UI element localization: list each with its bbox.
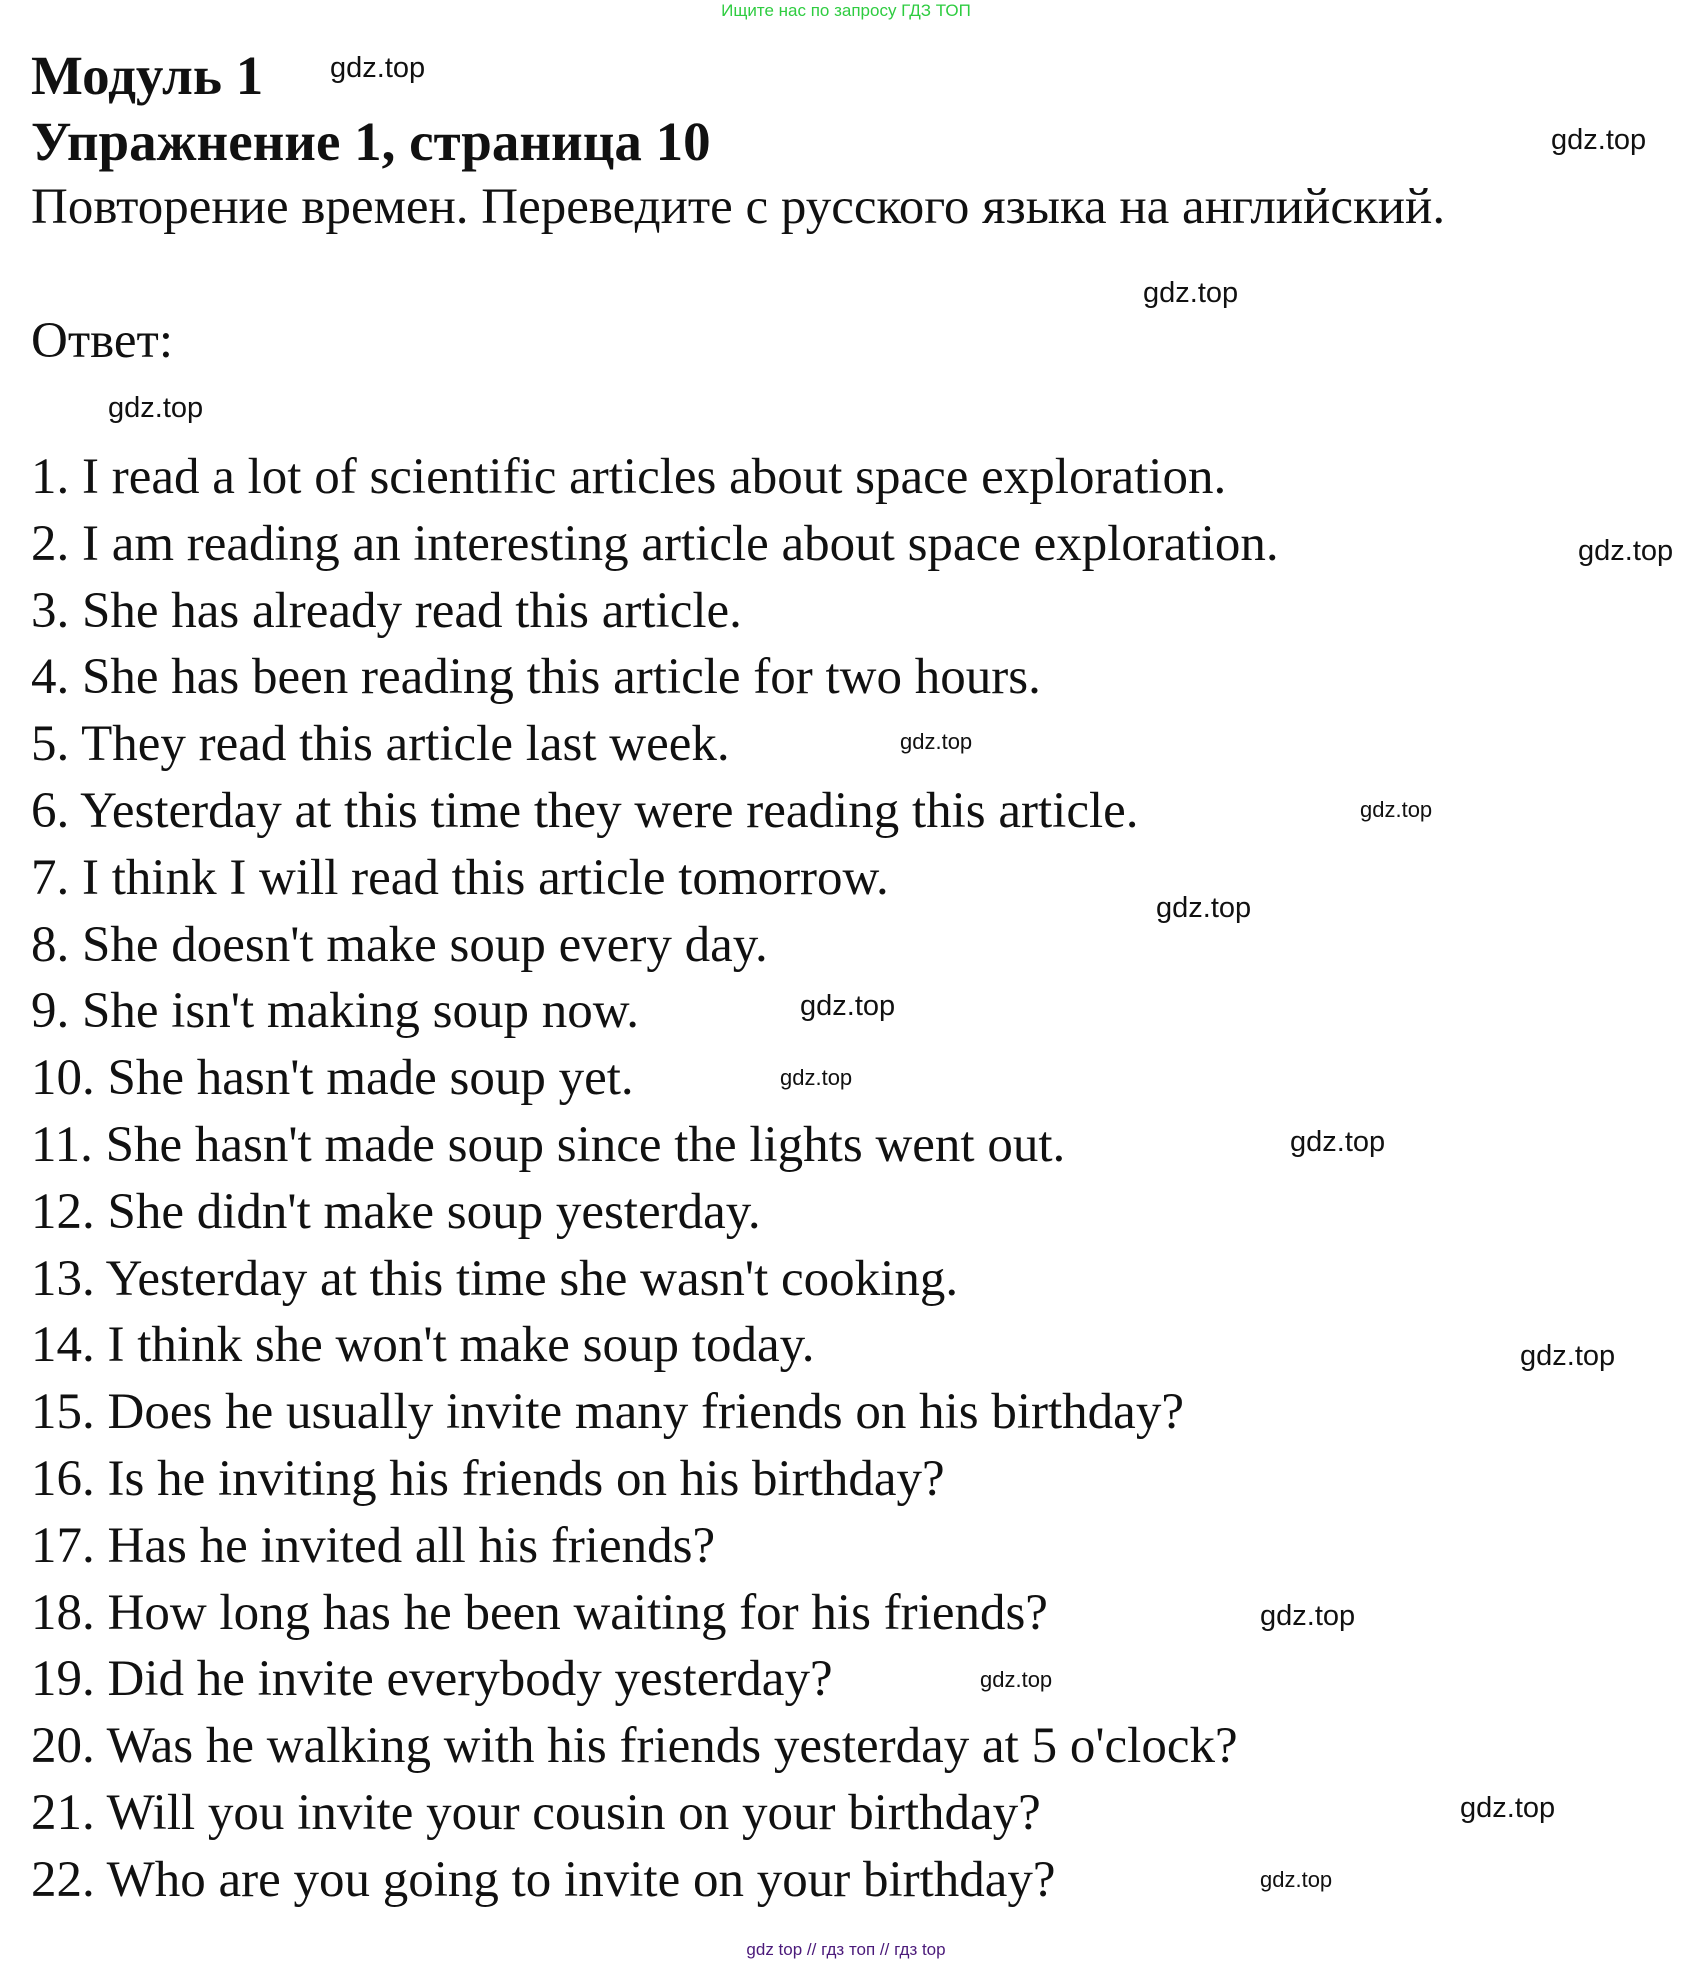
answer-item: 12. She didn't make soup yesterday.: [31, 1183, 761, 1240]
watermark: gdz.top: [1360, 797, 1433, 822]
watermark: gdz.top: [1520, 1340, 1616, 1372]
answer-item: 21. Will you invite your cousin on your birthday?: [31, 1784, 1041, 1841]
answer-item: 11. She hasn't made soup since the lights went out.: [31, 1116, 1066, 1173]
watermark: gdz.top: [1156, 892, 1252, 924]
watermark: gdz.top: [108, 392, 204, 424]
watermark: gdz.top: [1460, 1792, 1556, 1824]
watermark: gdz.top: [1143, 277, 1239, 309]
watermark: gdz.top: [1578, 535, 1674, 567]
watermark: gdz.top: [1290, 1126, 1386, 1158]
module-title: Модуль 1: [31, 45, 264, 106]
watermark: gdz.top: [1551, 124, 1647, 156]
answer-item: 15. Does he usually invite many friends on his birthday?: [31, 1384, 1184, 1441]
exercise-title: Упражнение 1, страница 10: [31, 111, 711, 172]
search-banner[interactable]: Ищите нас по запросу ГДЗ ТОП: [721, 1, 971, 20]
answer-item: 6. Yesterday at this time they were reading this article.: [31, 782, 1139, 839]
footer-links[interactable]: gdz top // гдз топ // гдз top: [746, 1940, 946, 1959]
answer-item: 14. I think she won't make soup today.: [31, 1317, 815, 1374]
answer-label: Ответ:: [31, 313, 173, 369]
watermark: gdz.top: [780, 1065, 853, 1090]
answer-item: 17. Has he invited all his friends?: [31, 1517, 716, 1574]
answer-item: 18. How long has he been waiting for his friends?: [31, 1584, 1048, 1641]
answer-item: 10. She hasn't made soup yet.: [31, 1050, 634, 1107]
watermark: gdz.top: [1260, 1867, 1333, 1892]
answer-item: 5. They read this article last week.: [31, 716, 730, 773]
task-text: Повторение времен. Переведите с русского языка на английский.: [31, 179, 1446, 235]
answer-item: 20. Was he walking with his friends yesterday at 5 o'clock?: [31, 1718, 1238, 1775]
answer-list: [31, 444, 1279, 1914]
answer-item: 2. I am reading an interesting article about space exploration.: [31, 515, 1279, 572]
answer-item: 16. Is he inviting his friends on his birthday?: [31, 1450, 945, 1507]
answer-item: 22. Who are you going to invite on your birthday?: [31, 1851, 1056, 1908]
answer-item: 9. She isn't making soup now.: [31, 983, 639, 1040]
watermark: gdz.top: [1260, 1600, 1356, 1632]
answer-item: 3. She has already read this article.: [31, 582, 742, 639]
watermark: gdz.top: [980, 1667, 1053, 1692]
answer-item: 8. She doesn't make soup every day.: [31, 916, 768, 973]
watermark: gdz.top: [900, 729, 973, 754]
answer-item: 13. Yesterday at this time she wasn't cooking.: [31, 1250, 959, 1307]
watermark: gdz.top: [330, 52, 426, 84]
answer-item: 19. Did he invite everybody yesterday?: [31, 1651, 833, 1708]
watermark: gdz.top: [800, 990, 896, 1022]
answer-item: 1. I read a lot of scientific articles about space exploration.: [31, 449, 1227, 505]
answer-item: 7. I think I will read this article tomorrow.: [31, 849, 889, 906]
answer-item: 4. She has been reading this article for two hours.: [31, 649, 1041, 706]
